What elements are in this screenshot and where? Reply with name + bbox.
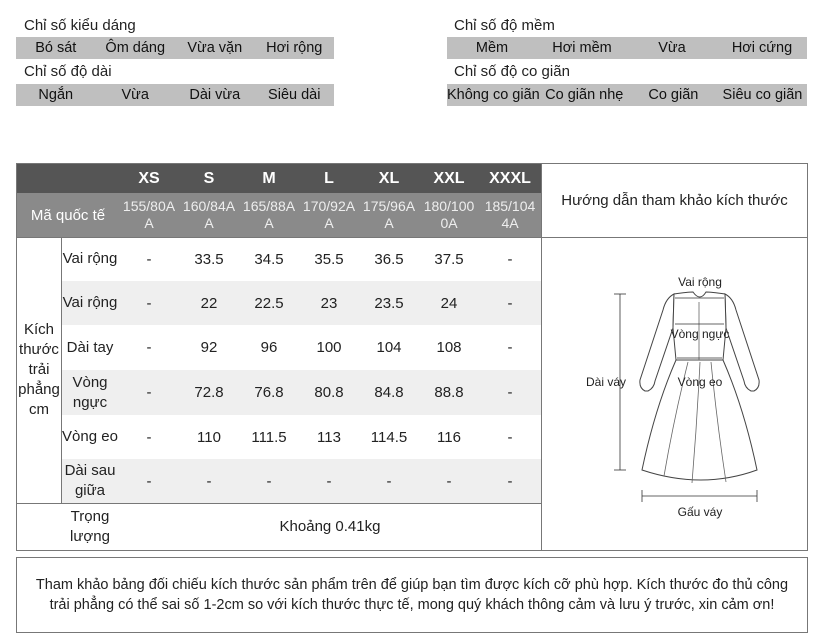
stretch-option: Co giãn nhẹ	[545, 87, 624, 103]
label-shoulder: Vai rộng	[678, 275, 722, 289]
table-cell: -	[146, 339, 152, 356]
row-label-line: Dài sau	[64, 462, 116, 479]
intl-code-line: 180/100	[423, 198, 475, 214]
table-cell: 92	[200, 339, 218, 356]
length-option: Ngắn	[38, 87, 74, 103]
intl-code-line: 155/80A	[122, 198, 176, 214]
length-option: Siêu dài	[268, 87, 321, 103]
table-cell: -	[507, 472, 513, 490]
row-label-line: ngực	[72, 393, 108, 411]
intl-code-line: 4A	[501, 215, 519, 231]
row-label	[61, 237, 119, 281]
table-cell: 114.5	[370, 428, 408, 446]
softness-option: Hơi mềm	[552, 40, 612, 56]
weight-value: Khoảng 0.41kg	[279, 518, 381, 535]
table-cell: 22	[200, 294, 218, 312]
side-label-line: trải	[28, 361, 50, 378]
stretch-option: Siêu co giãn	[722, 87, 803, 103]
table-cell: -	[326, 472, 332, 490]
table-cell: 104	[376, 339, 402, 356]
table-cell: -	[507, 294, 513, 312]
table-cell: 116	[437, 428, 461, 446]
label-length: Dài váy	[585, 375, 627, 389]
dress-diagram	[542, 238, 807, 550]
fit-index-title: Chỉ số kiểu dáng	[24, 17, 136, 34]
grid-line	[17, 503, 541, 504]
side-label-line: Kích	[23, 321, 54, 338]
table-cell: -	[507, 428, 513, 446]
intl-code-label: Mã quốc tế	[30, 206, 106, 224]
intl-code-line: A	[204, 215, 214, 231]
size-header: M	[262, 169, 276, 187]
table-cell: -	[386, 472, 392, 490]
intl-code-line: 0A	[440, 215, 458, 231]
stretch-index-bar	[447, 84, 807, 106]
table-cell: 100	[316, 339, 342, 356]
intl-code	[179, 193, 239, 237]
intl-code-line: A	[384, 215, 394, 231]
row-label-line: Vai rộng	[62, 250, 118, 267]
table-cell: -	[266, 472, 272, 490]
length-option: Dài vừa	[189, 87, 241, 103]
softness-index-title: Chỉ số độ mềm	[454, 17, 555, 34]
row-label-line: Vòng eo	[62, 428, 118, 445]
table-cell: 34.5	[254, 250, 284, 268]
table-cell: -	[507, 384, 513, 401]
row-label	[61, 459, 119, 503]
table-cell: -	[146, 250, 152, 268]
row-label	[61, 281, 119, 325]
size-header: XXL	[433, 169, 465, 187]
size-header: XXXL	[489, 169, 531, 187]
intl-code-line: A	[264, 215, 274, 231]
length-index-title: Chỉ số độ dài	[24, 63, 112, 80]
intl-code-line: 175/96A	[362, 198, 416, 214]
table-cell: -	[206, 472, 212, 490]
table-cell: -	[146, 428, 152, 446]
softness-option: Hơi cứng	[731, 40, 793, 56]
row-label	[61, 325, 119, 370]
table-cell: 35.5	[314, 250, 344, 268]
size-table	[16, 163, 808, 551]
intl-code	[419, 193, 479, 237]
intl-code	[119, 193, 179, 237]
row-label-line: giữa	[74, 482, 106, 499]
softness-index-bar	[447, 37, 807, 59]
fit-option: Ôm dáng	[105, 40, 166, 56]
table-cell: 23.5	[374, 294, 404, 312]
note-line: Tham khảo bảng đối chiếu kích thước sản phẩm trên để giúp bạn tìm được kích cỡ phù hợp. Kích thước đo thủ công	[35, 577, 789, 593]
table-cell: 108	[436, 339, 462, 356]
label-hem: Gấu váy	[677, 505, 723, 519]
table-cell: -	[507, 339, 513, 356]
row-label-line: Vòng	[72, 373, 108, 391]
table-cell: 76.8	[254, 384, 284, 401]
fit-index-bar	[16, 37, 334, 59]
guide-title: Hướng dẫn tham khảo kích thước	[561, 192, 788, 209]
size-header: XL	[378, 169, 400, 187]
label-chest: Vòng ngực	[670, 327, 730, 341]
table-cell: -	[446, 472, 452, 490]
intl-code-line: 185/104	[484, 198, 536, 214]
intl-code	[479, 193, 541, 237]
table-cell: -	[146, 294, 152, 312]
side-label-line: phẳng	[18, 381, 60, 398]
table-cell: -	[507, 250, 513, 268]
row-label-line: Dài tay	[66, 338, 114, 356]
size-header: XS	[138, 169, 160, 187]
softness-option: Vừa	[658, 40, 686, 56]
table-cell: 72.8	[194, 384, 224, 401]
intl-code	[239, 193, 299, 237]
note-box	[16, 557, 808, 633]
size-header: L	[324, 169, 334, 187]
note-line: trải phẳng có thể sai số 1-2cm so với kích thước thực tế, mong quý khách thông cảm và lưu ý trước, xin cảm ơn!	[49, 597, 775, 613]
fit-option: Bó sát	[35, 40, 77, 56]
stretch-option: Co giãn	[648, 87, 699, 103]
table-cell: 36.5	[374, 250, 404, 268]
table-cell: 23	[320, 294, 338, 312]
length-index-bar	[16, 84, 334, 106]
weight-label-line: Trọng	[70, 507, 110, 525]
grid-line	[61, 237, 62, 503]
intl-code-line: A	[144, 215, 154, 231]
row-label-line: Vai rộng	[62, 294, 118, 311]
intl-code	[299, 193, 359, 237]
table-cell: 111.5	[251, 428, 287, 446]
table-cell: 22.5	[254, 294, 284, 312]
side-label-line: cm	[29, 401, 49, 418]
table-cell: -	[146, 472, 152, 490]
fit-option: Vừa vặn	[187, 40, 243, 56]
size-header: S	[203, 169, 215, 187]
row-label	[61, 415, 119, 459]
intl-code-line: 170/92A	[302, 198, 356, 214]
label-waist: Vòng eo	[677, 375, 723, 389]
table-cell: 80.8	[314, 384, 344, 401]
table-cell: 96	[260, 339, 278, 356]
table-cell: 24	[440, 294, 458, 312]
table-cell: 88.8	[434, 384, 464, 401]
weight-label	[61, 503, 119, 550]
intl-code-line: 160/84A	[182, 198, 236, 214]
flat-measure-side-label	[17, 237, 61, 503]
side-label-line: thước	[19, 341, 59, 358]
table-cell: 113	[317, 428, 341, 446]
stretch-index-title: Chỉ số độ co giãn	[454, 63, 570, 80]
stretch-option: Không co giãn	[447, 87, 540, 103]
table-cell: 84.8	[374, 384, 404, 401]
note-text	[36, 575, 788, 615]
softness-option: Mềm	[475, 40, 509, 56]
intl-code-line: A	[324, 215, 334, 231]
fit-option: Hơi rộng	[266, 40, 323, 56]
table-cell: 110	[197, 428, 221, 446]
table-cell: 33.5	[194, 250, 224, 268]
intl-code-line: 165/88A	[242, 198, 296, 214]
row-label	[61, 370, 119, 415]
table-cell: 37.5	[434, 250, 464, 268]
weight-label-line: lượng	[70, 527, 110, 545]
table-cell: -	[146, 384, 152, 401]
length-option: Vừa	[121, 87, 149, 103]
intl-code	[359, 193, 419, 237]
